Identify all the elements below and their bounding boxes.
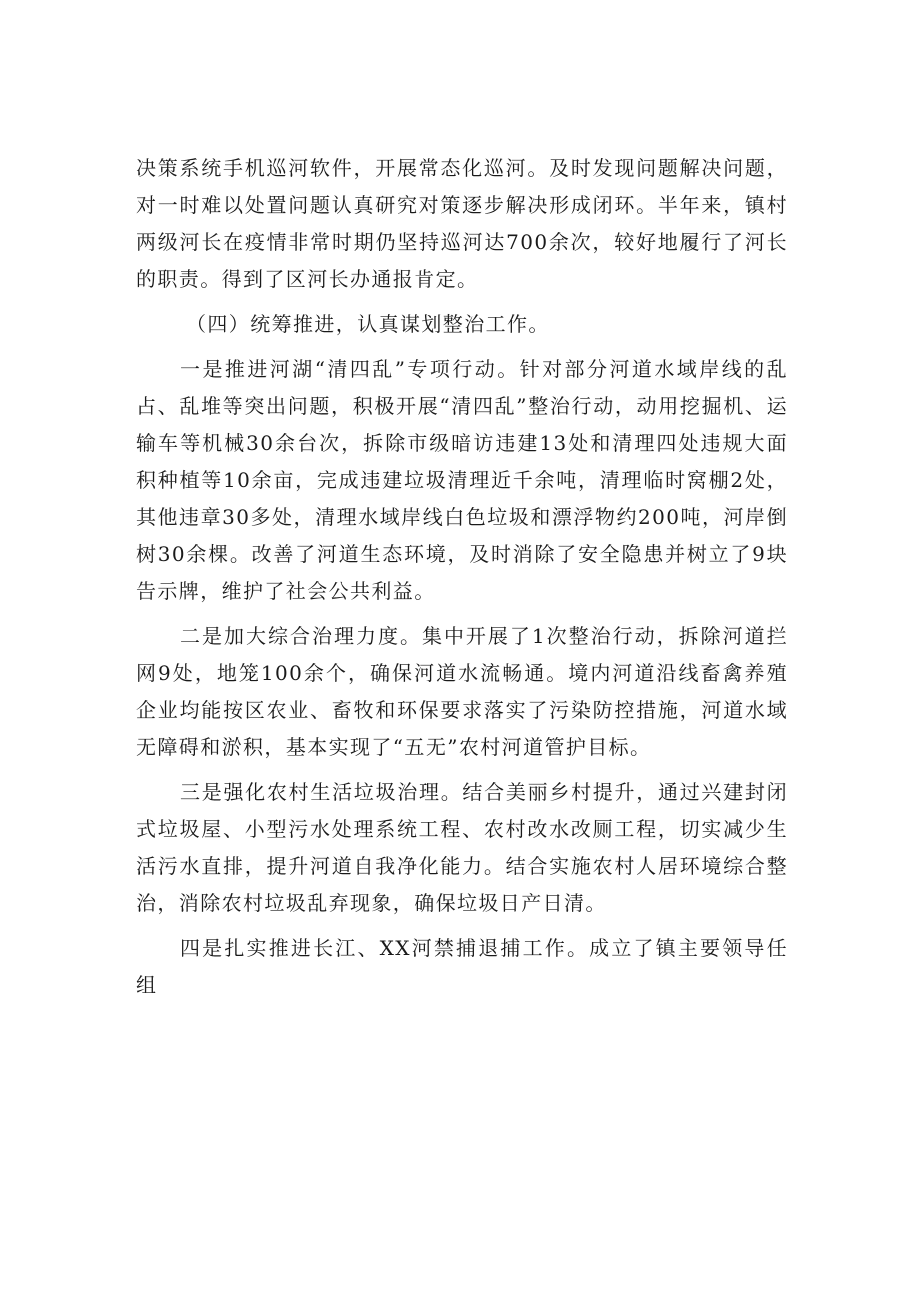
paragraph-item-two: 二是加大综合治理力度。集中开展了1次整治行动，拆除河道拦网9处，地笼100余个，确保河道水流畅通。境内河道沿线畜禽养殖企业均能按区农业、畜牧和环保要求落实了污染防控措施，河道水域无障碍和淤积，基本实现了“五无”农村河道管护目标。 bbox=[136, 624, 788, 759]
paragraph-gap bbox=[136, 298, 788, 306]
paragraph-item-four: 四是扎实推进长江、XX河禁捕退捕工作。成立了镇主要领导任组 bbox=[136, 936, 788, 997]
document-body bbox=[136, 150, 788, 1004]
paragraph-gap bbox=[136, 343, 788, 351]
paragraph-gap bbox=[136, 766, 788, 774]
paragraph-item-three: 三是强化农村生活垃圾治理。结合美丽乡村提升，通过兴建封闭式垃圾屋、小型污水处理系统工程、农村改水改厕工程，切实减少生活污水直排，提升河道自我净化能力。结合实施农村人居环境综合整治，消除农村垃圾乱弃现象，确保垃圾日产日清。 bbox=[136, 780, 788, 915]
paragraph-gap bbox=[136, 610, 788, 618]
paragraph-continuation: 决策系统手机巡河软件，开展常态化巡河。及时发现问题解决问题，对一时难以处置问题认真研究对策逐步解决形成闭环。半年来，镇村两级河长在疫情非常时期仍坚持巡河达700余次，较好地履行了河长的职责。得到了区河长办通报肯定。 bbox=[136, 156, 788, 291]
paragraph-item-one: 一是推进河湖“清四乱”专项行动。针对部分河道水域岸线的乱占、乱堆等突出问题，积极开展“清四乱”整治行动，动用挖掘机、运输车等机械30余台次，拆除市级暗访违建13处和清理四处违规大面积种植等10余亩，完成违建垃圾清理近千余吨，清理临时窝棚2处，其他违章30多处，清理水域岸线白色垃圾和漂浮物约200吨，河岸倒树30余棵。改善了河道生态环境，及时消除了安全隐患并树立了9块告示牌，维护了社会公共利益。 bbox=[136, 357, 788, 603]
section-heading: （四）统筹推进，认真谋划整治工作。 bbox=[186, 312, 550, 336]
paragraph-gap bbox=[136, 922, 788, 930]
